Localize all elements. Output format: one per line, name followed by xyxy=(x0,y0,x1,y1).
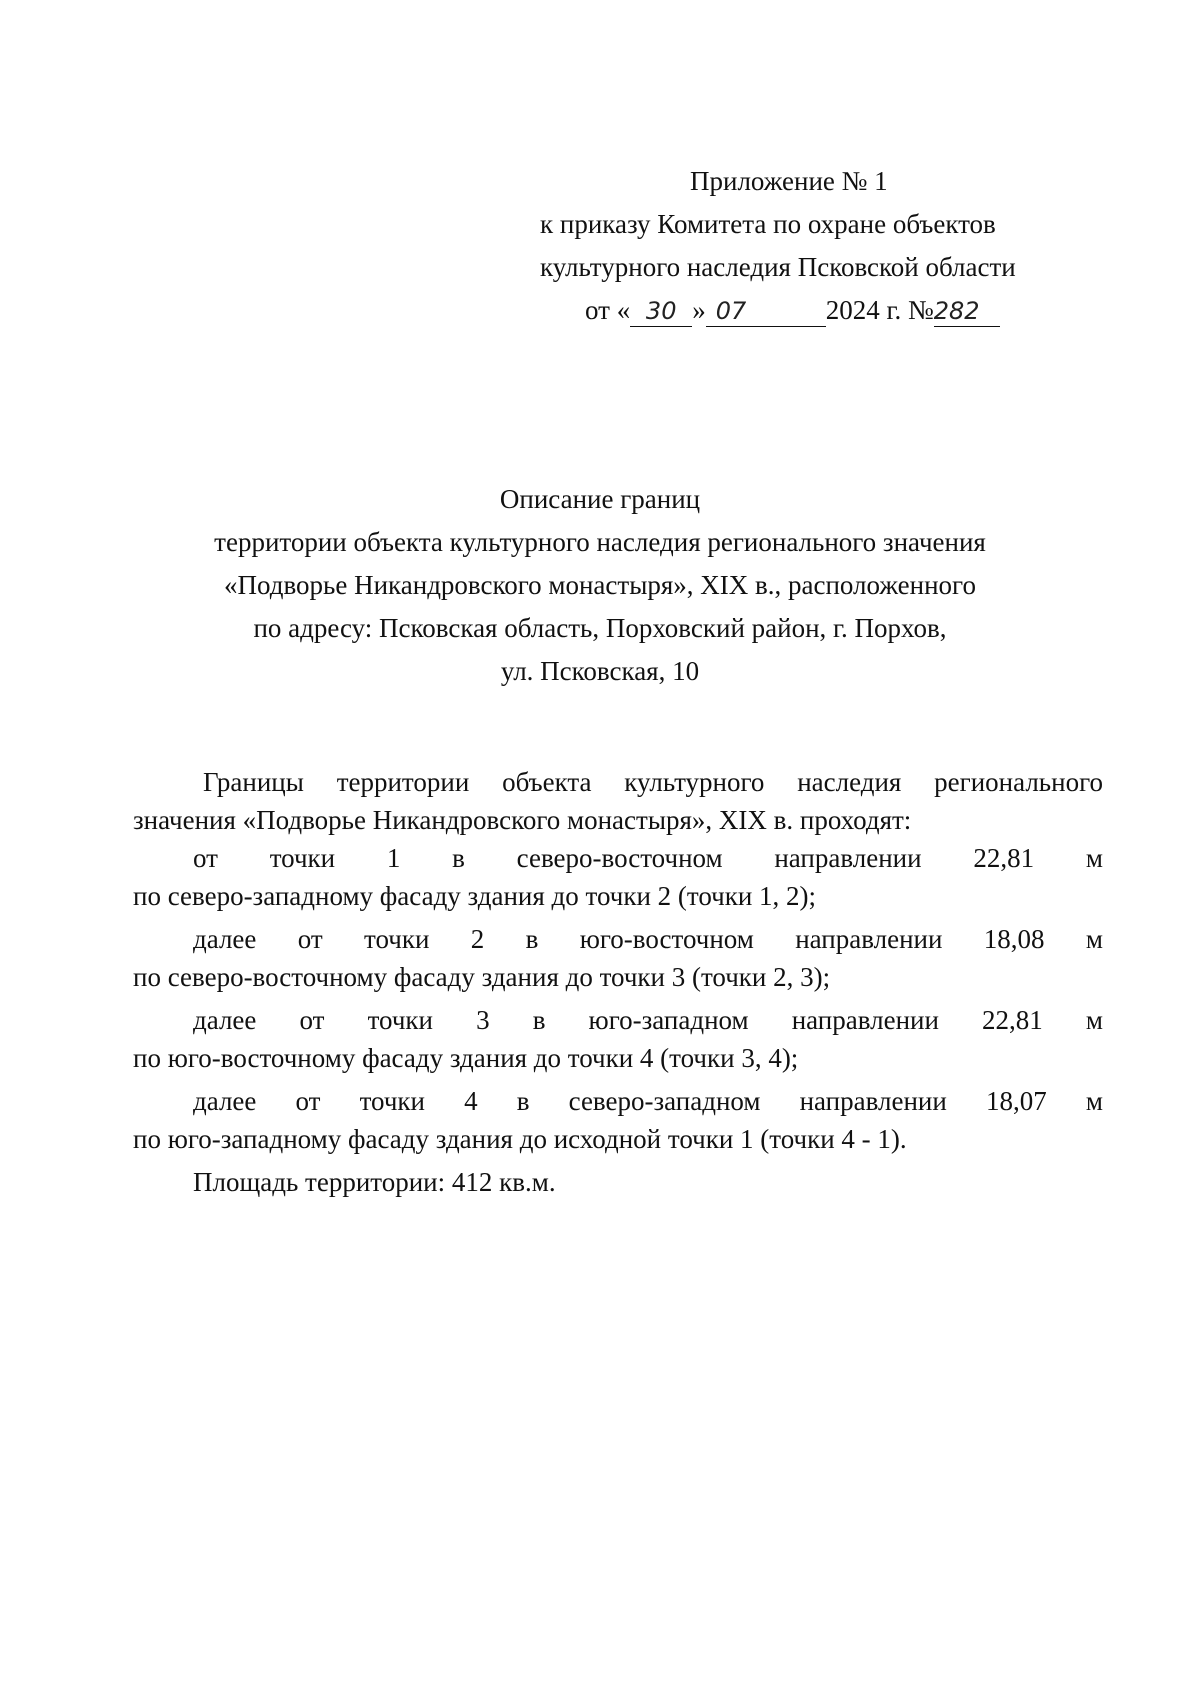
segment-3-line-2: по юго-восточному фасаду здания до точки 4 (точки 3, 4); xyxy=(133,1043,799,1073)
segment-3-line-1 xyxy=(193,1001,1103,1039)
word: м xyxy=(1085,1005,1103,1035)
word: от xyxy=(299,1005,325,1035)
word: культурного xyxy=(624,767,765,797)
word: м xyxy=(1085,924,1103,954)
word: в xyxy=(452,843,465,873)
word: далее xyxy=(193,1086,257,1116)
word: юго-западном xyxy=(588,1005,749,1035)
word: от xyxy=(297,924,323,954)
word: территории xyxy=(336,767,470,797)
word: направлении xyxy=(791,1005,939,1035)
title-line-2: территории объекта культурного наследия регионального значения xyxy=(214,527,986,557)
segment-2-line-1 xyxy=(193,920,1103,958)
word: 3 xyxy=(476,1005,490,1035)
handwritten-month: 07 xyxy=(706,296,826,327)
title-line-3: «Подворье Никандровского монастыря», XIX в., расположенного xyxy=(224,570,976,600)
word: 22,81 xyxy=(982,1005,1043,1035)
word: Границы xyxy=(203,767,304,797)
annex-order-ref: к приказу Комитета по охране объектов xyxy=(540,209,996,239)
word: далее xyxy=(193,924,257,954)
word: м xyxy=(1085,843,1103,873)
title-line-4: по адресу: Псковская область, Порховский район, г. Порхов, xyxy=(253,613,947,643)
word: точки xyxy=(364,924,430,954)
date-between: » xyxy=(692,295,706,325)
segment-1-line-1 xyxy=(193,839,1103,877)
word: 1 xyxy=(386,843,401,873)
word: объекта xyxy=(502,767,592,797)
year-number-label: 2024 г. № xyxy=(825,295,934,325)
word: регионального xyxy=(934,767,1103,797)
segment-1-line-2: по северо-западному фасаду здания до точки 2 (точки 1, 2); xyxy=(133,881,817,911)
annex-committee: культурного наследия Псковской области xyxy=(540,252,1016,282)
word: точки xyxy=(269,843,336,873)
intro-line-2: значения «Подворье Никандровского монастыря», XIX в. проходят: xyxy=(133,805,912,835)
word: в xyxy=(516,1086,530,1116)
word: направлении xyxy=(795,924,943,954)
word: в xyxy=(525,924,539,954)
word: от xyxy=(193,843,218,873)
document-title xyxy=(130,478,1070,693)
segment-2-line-2: по северо-восточному фасаду здания до точки 3 (точки 2, 3); xyxy=(133,962,831,992)
word: м xyxy=(1085,1086,1103,1116)
word: точки xyxy=(359,1086,425,1116)
title-line-5: ул. Псковская, 10 xyxy=(500,656,700,686)
word: северо-восточном xyxy=(516,843,723,873)
area-line: Площадь территории: 412 кв.м. xyxy=(193,1167,556,1197)
word: наследия xyxy=(797,767,902,797)
intro-line-1 xyxy=(203,763,1103,801)
annex-number: Приложение № 1 xyxy=(690,166,888,196)
word: в xyxy=(532,1005,546,1035)
annex-date-line xyxy=(585,289,1000,332)
word: точки xyxy=(367,1005,433,1035)
word: 22,81 xyxy=(973,843,1035,873)
word: северо-западном xyxy=(568,1086,761,1116)
word: направлении xyxy=(774,843,922,873)
word: далее xyxy=(193,1005,257,1035)
word: от xyxy=(295,1086,321,1116)
handwritten-order-number: 282 xyxy=(934,296,1000,327)
word: 2 xyxy=(470,924,485,954)
word: 18,08 xyxy=(983,924,1045,954)
date-prefix: от « xyxy=(585,295,631,325)
word: направлении xyxy=(799,1086,947,1116)
word: 4 xyxy=(464,1086,478,1116)
handwritten-day: 30 xyxy=(630,296,692,327)
title-line-1: Описание границ xyxy=(499,484,701,514)
word: 18,07 xyxy=(985,1086,1047,1116)
segment-4-line-2: по юго-западному фасаду здания до исходной точки 1 (точки 4 - 1). xyxy=(133,1124,907,1154)
word: юго-восточном xyxy=(579,924,754,954)
segment-4-line-1 xyxy=(193,1082,1103,1120)
